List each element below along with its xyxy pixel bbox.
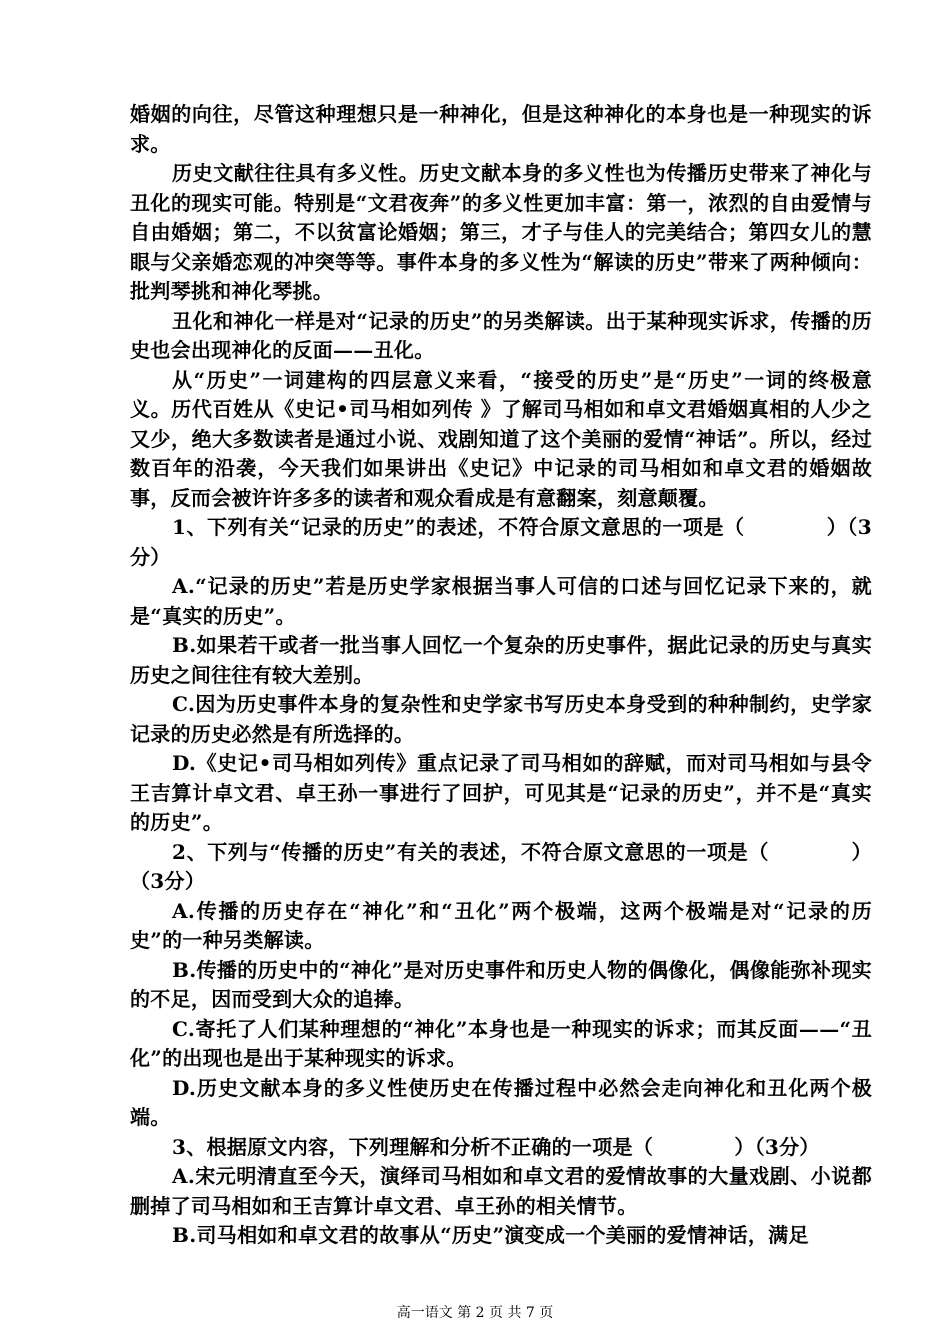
page-footer: 高一语文 第 2 页 共 7 页 bbox=[396, 1305, 554, 1321]
question-3: 3、根据原文内容，下列理解和分析不正确的一项是（ ）（3分） bbox=[172, 1134, 820, 1159]
question-1: 1、下列有关“记录的历史”的表述，不符合原文意思的一项是（ ）（3分） bbox=[130, 515, 872, 569]
paragraph-4: 从“历史”一词建构的四层意义来看，“接受的历史”是“历史”一词的终极意义。历代百姓从《史记•司马相如列传 》了解司马相如和卓文君婚姻真相的人少之又少，绝大多数读者是通过小说、戏剧知道了这个美丽的爱情“神话”。所以，经过数百年的沿袭，今天我们如果讲出《史记》中记录的司马相如和卓文君的婚姻故事，反而会被许许多多的读者和观众看成是有意翻案，刻意颠覆。 bbox=[130, 367, 872, 510]
question-1-option-c: C.因为历史事件本身的复杂性和史学家书写历史本身受到的种种制约，史学家记录的历史必然是有所选择的。 bbox=[130, 692, 872, 746]
question-2: 2、下列与“传播的历史”有关的表述，不符合原文意思的一项是（ ）（3分） bbox=[130, 839, 872, 893]
question-3-option-a: A.宋元明清直至今天，演绎司马相如和卓文君的爱情故事的大量戏剧、小说都删掉了司马相如和王吉算计卓文君、卓王孙的相关情节。 bbox=[130, 1164, 872, 1218]
question-2-option-c: C.寄托了人们某种理想的“神化”本身也是一种现实的诉求；而其反面——“丑化”的出现也是出于某种现实的诉求。 bbox=[130, 1016, 872, 1070]
question-3-option-b: B.司马相如和卓文君的故事从“历史”演变成一个美丽的爱情神话，满足 bbox=[172, 1223, 809, 1247]
paragraph-3: 丑化和神化一样是对“记录的历史”的另类解读。出于某种现实诉求，传播的历史也会出现神化的反面——丑化。 bbox=[130, 308, 872, 362]
question-2-option-a: A.传播的历史存在“神化”和“丑化”两个极端，这两个极端是对“记录的历史”的一种另类解读。 bbox=[130, 898, 872, 952]
question-2-option-b: B.传播的历史中的“神化”是对历史事件和历史人物的偶像化，偶像能弥补现实的不足，因而受到大众的追捧。 bbox=[130, 957, 872, 1011]
paragraph-2: 历史文献往往具有多义性。历史文献本身的多义性也为传播历史带来了神化与丑化的现实可能。特别是“文君夜奔”的多义性更加丰富：第一，浓烈的自由爱情与自由婚姻；第二，不以贫富论婚姻；第三，才子与佳人的完美结合；第四女儿的慧眼与父亲婚恋观的冲突等等。事件本身的多义性为“解读的历史”带来了两种倾向：批判琴挑和神化琴挑。 bbox=[130, 161, 872, 303]
question-2-option-d: D.历史文献本身的多义性使历史在传播过程中必然会走向神化和丑化两个极端。 bbox=[130, 1075, 872, 1129]
document-body bbox=[130, 100, 872, 1251]
question-1-option-b: B.如果若干或者一批当事人回忆一个复杂的历史事件，据此记录的历史与真实历史之间往往有较大差别。 bbox=[130, 633, 872, 687]
question-1-option-d: D.《史记•司马相如列传》重点记录了司马相如的辞赋，而对司马相如与县令王吉算计卓文君、卓王孙一事进行了回护，可见其是“记录的历史”，并不是“真实的历史”。 bbox=[130, 751, 872, 834]
question-1-option-a: A.“记录的历史”若是历史学家根据当事人可信的口述与回忆记录下来的，就是“真实的历史”。 bbox=[130, 574, 872, 628]
paragraph-1: 婚姻的向往，尽管这种理想只是一种神化，但是这种神化的本身也是一种现实的诉求。 bbox=[130, 102, 872, 156]
